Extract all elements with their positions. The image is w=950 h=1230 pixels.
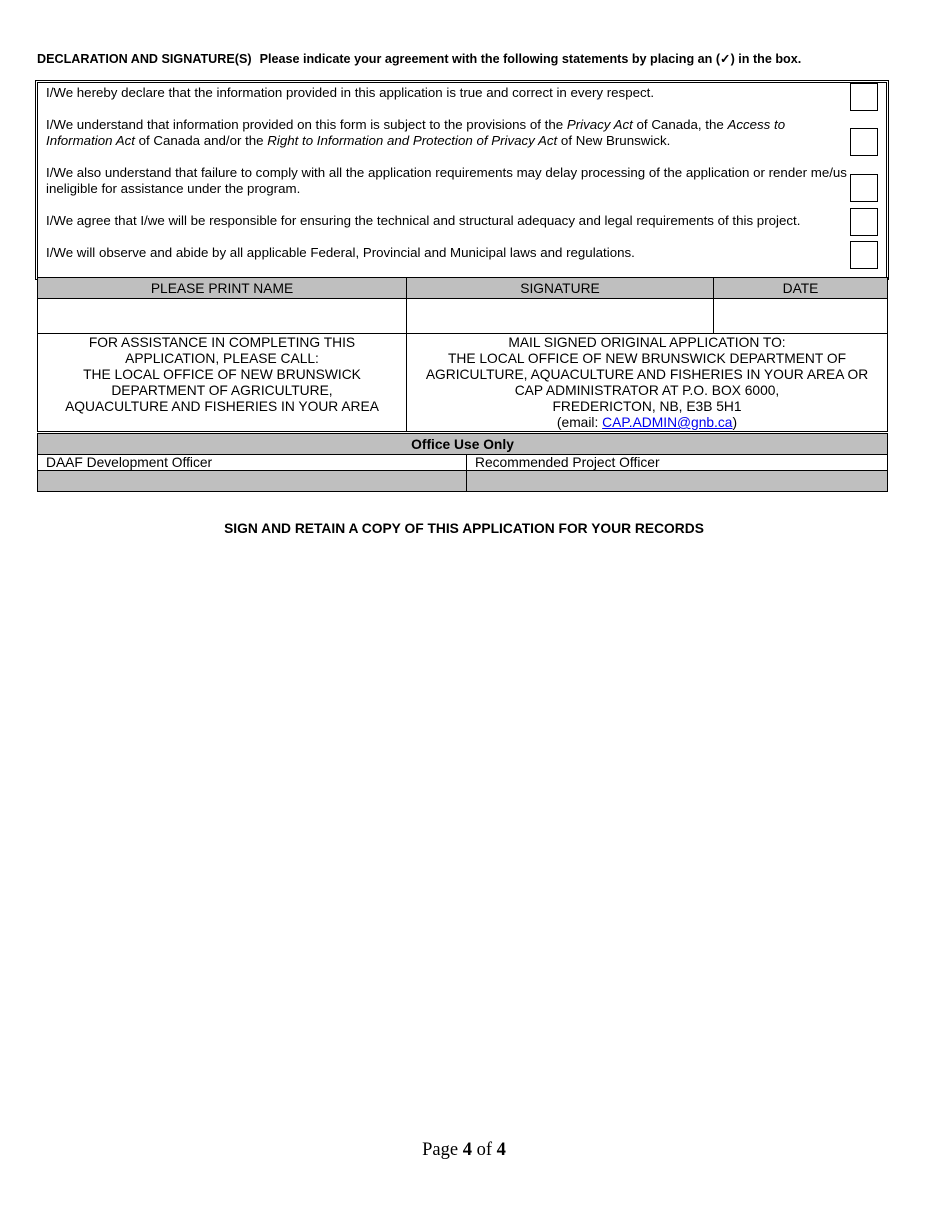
date-field[interactable] xyxy=(714,299,888,334)
project-officer-field[interactable] xyxy=(467,471,888,492)
page-of: of xyxy=(476,1140,492,1160)
assistance-info xyxy=(38,334,407,432)
statement-text-run: I/We will observe and abide by all applicable Federal, Provincial and Municipal laws and regulations. xyxy=(46,245,635,260)
signature-header-row xyxy=(38,278,888,299)
statement-text-run: I/We understand that information provided on this form is subject to the provisions of the xyxy=(46,117,567,132)
statement-3 xyxy=(46,165,851,197)
statement-text-run: Privacy Act xyxy=(566,117,633,132)
statement-text-run: Right to Information and Protection of Privacy Act xyxy=(267,133,558,148)
retain-copy-note: SIGN AND RETAIN A COPY OF THIS APPLICATION FOR YOUR RECORDS xyxy=(224,521,704,536)
email-line xyxy=(407,415,887,431)
page-total: 4 xyxy=(496,1140,506,1160)
mail-info xyxy=(407,334,888,432)
date-header: DATE xyxy=(714,278,888,299)
assistance-line: APPLICATION, PLEASE CALL: xyxy=(125,351,319,366)
mail-line: MAIL SIGNED ORIGINAL APPLICATION TO: xyxy=(508,335,786,350)
statement-text-run: of Canada, the xyxy=(632,117,728,132)
office-use-table xyxy=(37,433,888,492)
mail-line: THE LOCAL OFFICE OF NEW BRUNSWICK DEPARTMENT OF xyxy=(447,351,847,366)
statement-1 xyxy=(46,85,846,101)
email-link[interactable]: CAP.ADMIN@gnb.ca xyxy=(602,415,733,430)
office-use-label-row xyxy=(38,455,888,471)
statement-text-run: I/We hereby declare that the information provided in this application is true and correct in every respect. xyxy=(46,85,655,100)
statement-text-run: of New Brunswick. xyxy=(557,133,671,148)
checkbox-statement-4[interactable] xyxy=(850,208,878,236)
statement-text-run: Access to Information Act xyxy=(46,117,786,148)
assistance-line: DEPARTMENT OF AGRICULTURE, xyxy=(111,383,333,398)
checkbox-statement-2[interactable] xyxy=(850,128,878,156)
print-name-field[interactable] xyxy=(38,299,407,334)
mail-line: CAP ADMINISTRATOR AT P.O. BOX 6000, xyxy=(514,383,780,398)
mail-line: FREDERICTON, NB, E3B 5H1 xyxy=(552,399,742,414)
declaration-instruction: Please indicate your agreement with the following statements by placing an (✓) in the box. xyxy=(259,52,802,66)
assistance-line: AQUACULTURE AND FISHERIES IN YOUR AREA xyxy=(65,399,379,414)
assistance-line: FOR ASSISTANCE IN COMPLETING THIS xyxy=(88,335,356,350)
email-prefix: (email: xyxy=(556,415,603,430)
office-use-field-row xyxy=(38,471,888,492)
checkbox-statement-5[interactable] xyxy=(850,241,878,269)
statement-text-run: I/We also understand that failure to comply with all the application requirements may delay processing of the application or render me/us ineligible for assistance under the program. xyxy=(46,165,847,196)
statement-2 xyxy=(46,117,846,149)
statement-text-run: I/We agree that I/we will be responsible for ensuring the technical and structural adequacy and legal requirements of this project. xyxy=(46,213,801,228)
page-prefix: Page xyxy=(422,1140,459,1160)
signature-header: SIGNATURE xyxy=(407,278,714,299)
assistance-line: THE LOCAL OFFICE OF NEW BRUNSWICK xyxy=(83,367,361,382)
statement-5 xyxy=(46,245,846,261)
checkbox-statement-1[interactable] xyxy=(850,83,878,111)
statement-text-run: of Canada and/or the xyxy=(134,133,268,148)
office-use-title: Office Use Only xyxy=(38,434,888,455)
daaf-officer-field[interactable] xyxy=(38,471,467,492)
project-officer-label: Recommended Project Officer xyxy=(467,455,888,471)
email-suffix: ) xyxy=(732,415,738,430)
signature-entry-row xyxy=(38,299,888,334)
signature-table xyxy=(37,277,888,432)
declaration-title: DECLARATION AND SIGNATURE(S) xyxy=(37,52,252,66)
page-number xyxy=(0,1140,928,1161)
office-use-title-row xyxy=(38,434,888,455)
contact-info-row xyxy=(38,334,888,432)
declaration-heading xyxy=(37,51,917,66)
print-name-header: PLEASE PRINT NAME xyxy=(38,278,407,299)
checkbox-statement-3[interactable] xyxy=(850,174,878,202)
declaration-box xyxy=(37,82,887,278)
signature-field[interactable] xyxy=(407,299,714,334)
statement-4 xyxy=(46,213,851,229)
daaf-officer-label: DAAF Development Officer xyxy=(38,455,467,471)
mail-line: AGRICULTURE, AQUACULTURE AND FISHERIES IN YOUR AREA OR xyxy=(425,367,869,382)
page-current: 4 xyxy=(462,1140,472,1160)
